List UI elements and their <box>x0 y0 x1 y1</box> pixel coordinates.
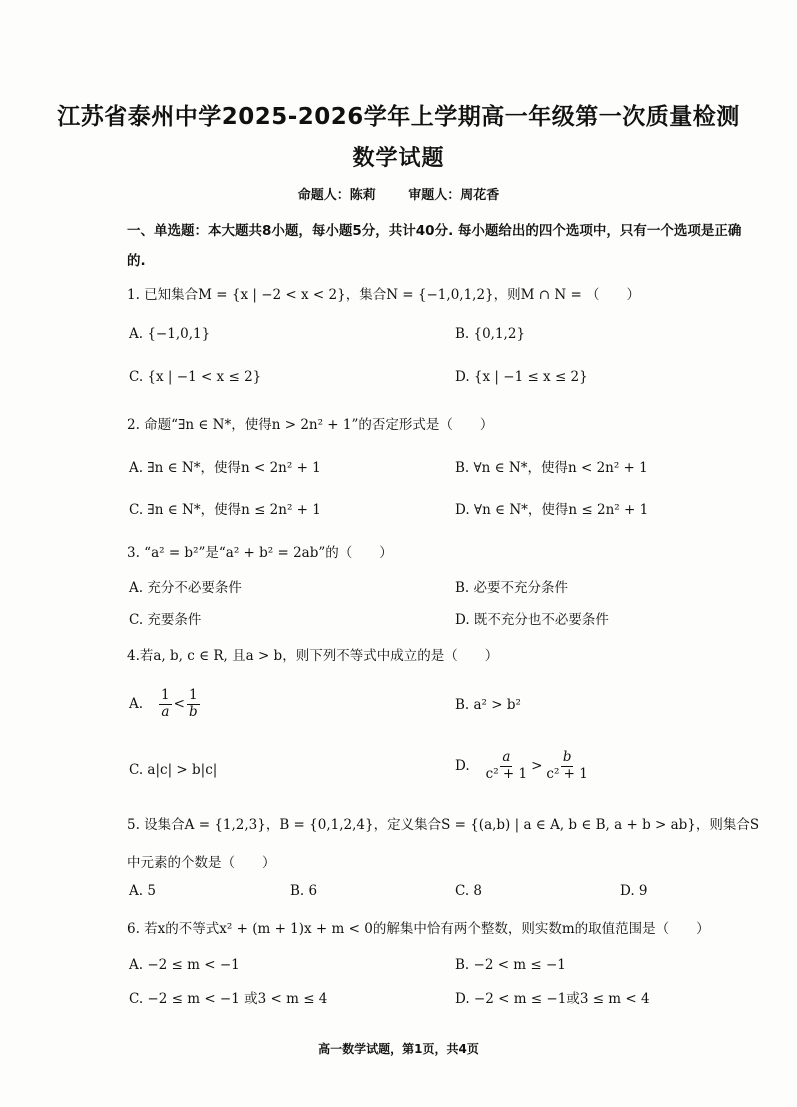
q6-option-b: B. −2 < m ≤ −1 <box>455 957 566 973</box>
q5-option-b: B. 6 <box>290 883 318 899</box>
q4-option-d-expression <box>482 750 592 782</box>
q3-option-a: A. 充分不必要条件 <box>129 580 242 596</box>
q4-option-c: C. a|c| > b|c| <box>129 762 218 778</box>
fraction <box>159 688 172 720</box>
question-6-stem: 6. 若x的不等式x² + (m + 1)x + m < 0的解集中恰有两个整数，则实数m的取值范围是（ ） <box>127 921 710 937</box>
denominator: c² + 1 <box>485 765 528 782</box>
question-3-stem: 3. “a² = b²”是“a² + b² = 2ab”的（ ） <box>127 545 393 561</box>
question-2-stem: 2. 命题“∃n ∈ N*，使得n > 2n² + 1”的否定形式是（ ） <box>127 417 494 433</box>
q1-option-d: D. {x | −1 ≤ x ≤ 2} <box>455 369 588 385</box>
numerator: 1 <box>188 687 198 703</box>
operator: > <box>531 758 543 775</box>
q6-option-c: C. −2 ≤ m < −1 或3 < m ≤ 4 <box>129 991 328 1007</box>
numerator: b <box>562 749 572 765</box>
q6-option-d: D. −2 < m ≤ −1或3 ≤ m < 4 <box>455 991 650 1007</box>
fraction <box>187 688 200 720</box>
q6-option-a: A. −2 ≤ m < −1 <box>129 957 240 973</box>
q4-option-d <box>455 750 592 782</box>
q2-option-b: B. ∀n ∈ N*，使得n < 2n² + 1 <box>455 460 648 476</box>
q3-option-c: C. 充要条件 <box>129 612 202 628</box>
exam-title: 江苏省泰州中学2025-2026学年上学期高一年级第一次质量检测 <box>57 104 740 130</box>
question-5-stem-line2: 中元素的个数是（ ） <box>127 855 276 871</box>
q4-option-b: B. a² > b² <box>455 697 521 713</box>
q2-option-c: C. ∃n ∈ N*，使得n ≤ 2n² + 1 <box>129 502 321 518</box>
page-footer: 高一数学试题，第1页，共4页 <box>318 1042 479 1056</box>
denominator: a <box>161 703 170 720</box>
denominator: c² + 1 <box>546 765 588 782</box>
operator: < <box>173 696 185 713</box>
q5-option-a: A. 5 <box>129 883 156 899</box>
q4-option-a-label: A. <box>129 696 144 713</box>
reviewer-name: 审题人：周花香 <box>408 188 500 203</box>
authors-line <box>0 184 797 203</box>
q3-option-d: D. 既不充分也不必要条件 <box>455 612 609 628</box>
q5-option-c: C. 8 <box>455 883 483 899</box>
denominator: b <box>188 703 198 720</box>
fraction <box>544 750 589 782</box>
fraction <box>484 750 529 782</box>
section-heading: 一、单选题：本大题共8小题，每小题5分，共计40分. 每小题给出的四个选项中，只有一个选项是正确的. <box>127 223 742 269</box>
q2-option-d: D. ∀n ∈ N*，使得n ≤ 2n² + 1 <box>455 502 649 518</box>
q1-option-b: B. {0,1,2} <box>455 326 526 342</box>
question-1-stem: 1. 已知集合M = {x | −2 < x < 2}，集合N = {−1,0,1,2}，则M ∩ N = （ ） <box>127 287 641 303</box>
q4-option-a <box>129 688 202 720</box>
question-4-stem: 4.若a, b, c ∈ R, 且a > b，则下列不等式中成立的是（ ） <box>127 648 499 664</box>
q1-option-a: A. {−1,0,1} <box>129 326 211 342</box>
q4-option-d-label: D. <box>455 758 470 775</box>
q3-option-b: B. 必要不充分条件 <box>455 580 569 596</box>
numerator: a <box>502 749 511 765</box>
numerator: 1 <box>161 687 170 703</box>
q1-option-c: C. {x | −1 < x ≤ 2} <box>129 369 262 385</box>
question-5-stem-line1: 5. 设集合A = {1,2,3}，B = {0,1,2,4}，定义集合S = {(a,b) | a ∈ A, b ∈ B, a + b > ab}，则集合S <box>127 817 760 833</box>
setter-name: 命题人：陈莉 <box>297 188 376 203</box>
exam-subtitle: 数学试题 <box>352 146 445 171</box>
q4-option-a-expression <box>157 688 202 720</box>
q5-option-d: D. 9 <box>620 883 648 899</box>
q2-option-a: A. ∃n ∈ N*，使得n < 2n² + 1 <box>129 460 321 476</box>
